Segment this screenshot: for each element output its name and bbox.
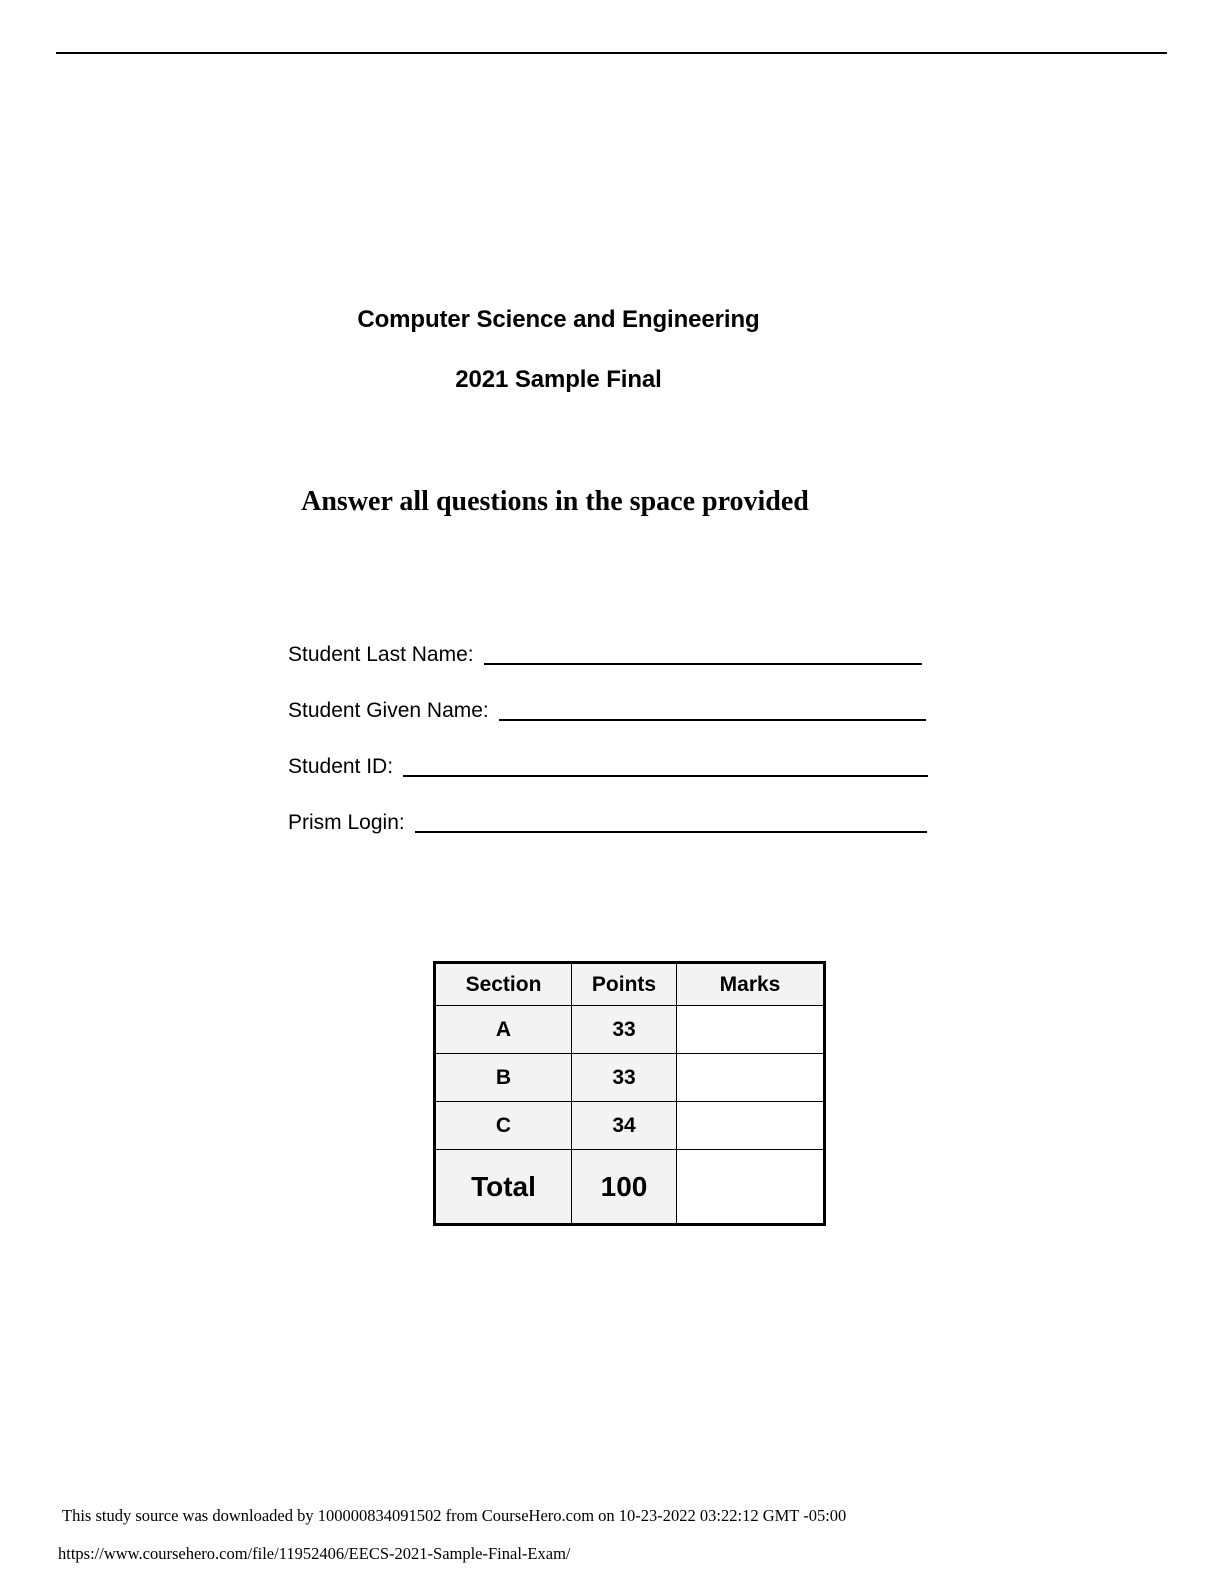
field-input-student-id[interactable] [403, 775, 928, 777]
field-label-prism-login: Prism Login: [288, 811, 405, 834]
cell-marks-a[interactable] [677, 1006, 825, 1054]
table-row-total [435, 1150, 825, 1225]
cell-marks-b[interactable] [677, 1054, 825, 1102]
cell-marks-total[interactable] [677, 1150, 825, 1225]
field-student-given-name[interactable] [288, 670, 928, 726]
field-label-student-id: Student ID: [288, 755, 394, 778]
cell-points-b: 33 [572, 1054, 677, 1102]
marks-table-header [435, 963, 825, 1006]
column-header-section: Section [435, 963, 572, 1006]
page-title-term: 2021 Sample Final [455, 366, 662, 393]
field-input-prism-login[interactable] [415, 831, 927, 833]
download-attribution-note: This study source was downloaded by 100000834091502 from CourseHero.com on 10-23-2022 03:22:12 GMT -05:00 [62, 1506, 847, 1525]
cell-points-a: 33 [572, 1006, 677, 1054]
field-student-last-name[interactable] [288, 614, 928, 670]
header-divider [56, 52, 1167, 54]
source-url[interactable]: https://www.coursehero.com/file/11952406/EECS-2021-Sample-Final-Exam/ [58, 1544, 571, 1563]
table-row [435, 1006, 825, 1054]
cell-marks-c[interactable] [677, 1102, 825, 1150]
exam-instruction: Answer all questions in the space provided [301, 486, 809, 517]
cell-points-total: 100 [572, 1150, 677, 1225]
field-input-student-last-name[interactable] [484, 663, 922, 665]
field-student-id[interactable] [288, 726, 928, 782]
marks-table [433, 961, 826, 1226]
field-label-student-last-name: Student Last Name: [288, 643, 474, 666]
cell-section-b: B [435, 1054, 572, 1102]
table-row [435, 1054, 825, 1102]
table-row [435, 1102, 825, 1150]
column-header-marks: Marks [677, 963, 825, 1006]
marks-table-container [433, 961, 826, 1226]
field-input-student-given-name[interactable] [499, 719, 926, 721]
page-title-department: Computer Science and Engineering [357, 306, 760, 333]
field-prism-login[interactable] [288, 782, 928, 838]
column-header-points: Points [572, 963, 677, 1006]
marks-table-body [435, 1006, 825, 1225]
cell-points-c: 34 [572, 1102, 677, 1150]
cell-section-a: A [435, 1006, 572, 1054]
table-header-row [435, 963, 825, 1006]
cell-section-total: Total [435, 1150, 572, 1225]
field-label-student-given-name: Student Given Name: [288, 699, 489, 722]
cell-section-c: C [435, 1102, 572, 1150]
student-info-fields [288, 614, 928, 838]
